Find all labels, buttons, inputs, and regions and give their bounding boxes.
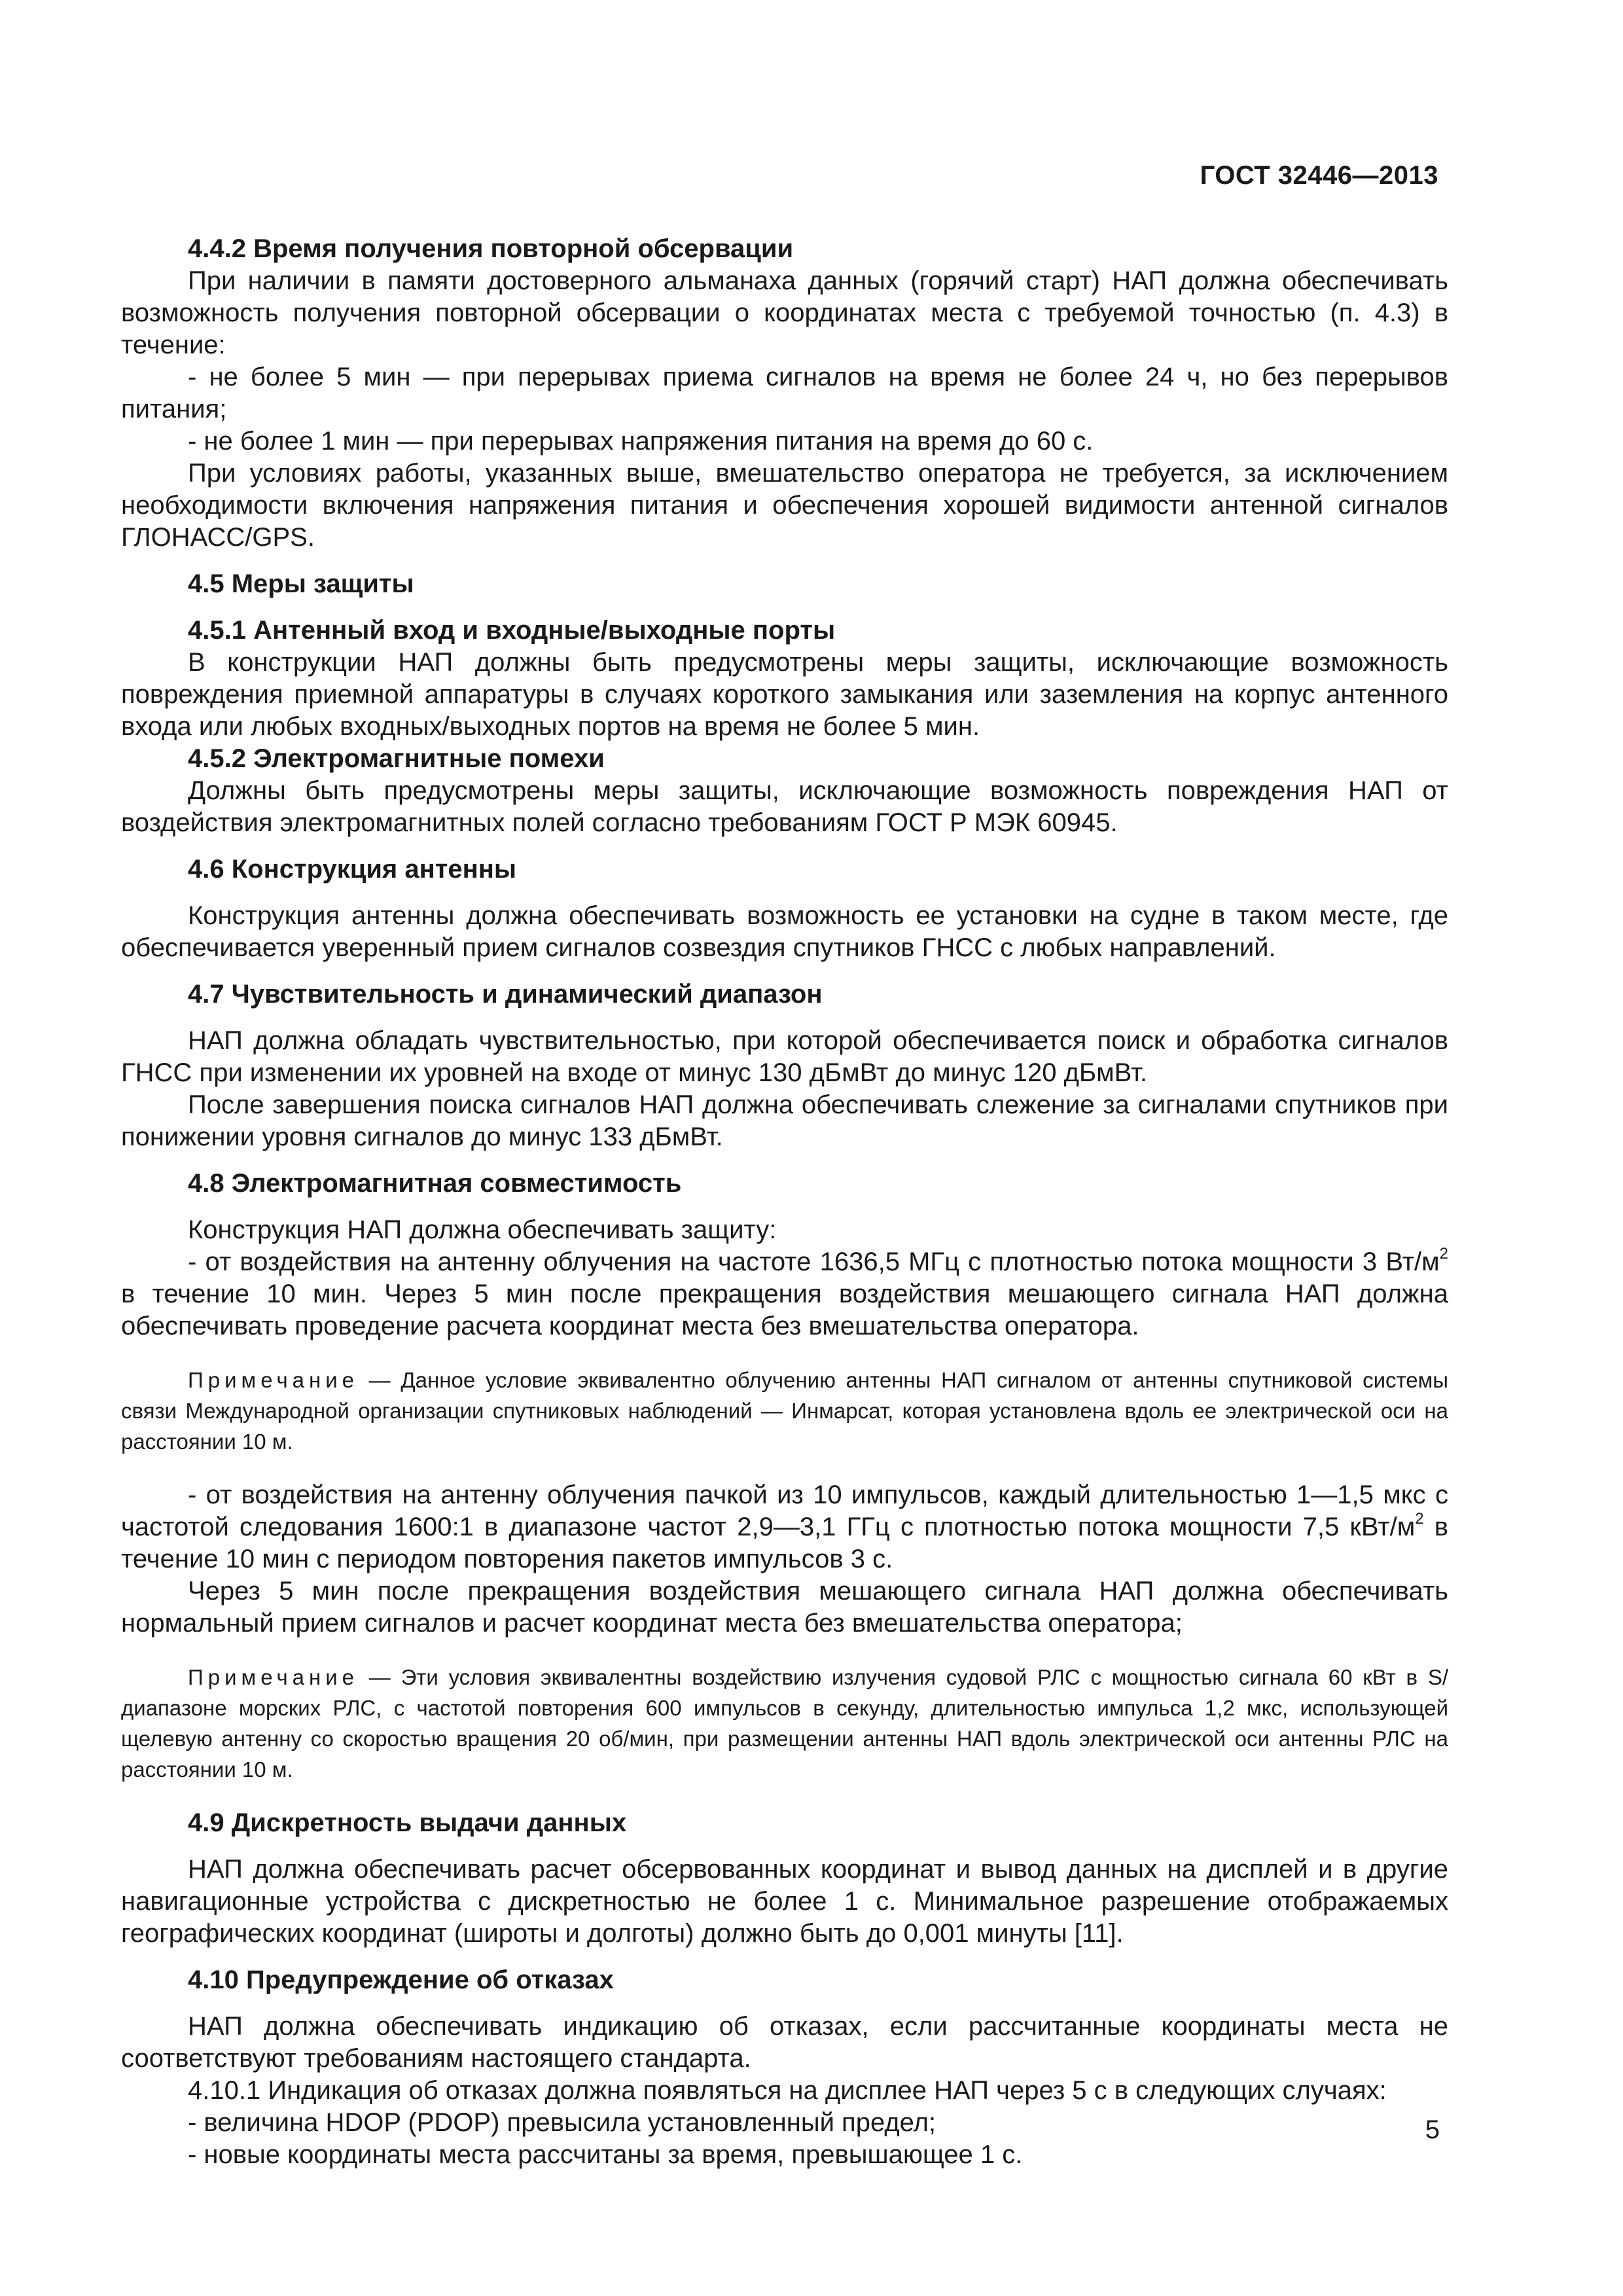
heading-4-6: 4.6 Конструкция антенны: [188, 855, 517, 884]
paragraph: НАП должна обеспечивать индикацию об отказах, если рассчитанные координаты места не соответствуют требованиям настоящего стандарта.: [121, 2012, 1448, 2073]
paragraph: НАП должна обеспечивать расчет обсервованных координат и вывод данных на дисплей и в другие навигационные устройства с дискретностью не более 1 с. Минимальное разрешение отображаемых географических координат (широты и долготы) должно быть до 0,001 минуты [11].: [121, 1855, 1448, 1948]
note: [121, 1662, 1448, 1785]
heading-4-7: 4.7 Чувствительность и динамический диапазон: [188, 980, 823, 1009]
heading-4-5-1: 4.5.1 Антенный вход и входные/выходные порты: [188, 616, 836, 645]
note-label: Примечание: [188, 1665, 359, 1689]
heading-4-10: 4.10 Предупреждение об отказах: [188, 1965, 614, 1994]
paragraph: При наличии в памяти достоверного альманаха данных (горячий старт) НАП должна обеспечивать возможность получения повторной обсервации о координатах места с требуемой точностью (п. 4.3) в течение:: [121, 266, 1448, 359]
paragraph: В конструкции НАП должны быть предусмотрены меры защиты, исключающие возможность повреждения приемной аппаратуры в случаях короткого замыкания или заземления на корпус антенного входа или любых входных/выходных портов на время не более 5 мин.: [121, 648, 1448, 741]
heading-4-4-2: 4.4.2 Время получения повторной обсервации: [188, 234, 794, 263]
list-item: - не более 1 мин — при перерывах напряжения питания на время до 60 с.: [188, 427, 1094, 456]
standard-header: ГОСТ 32446—2013: [1200, 161, 1438, 190]
paragraph: При условиях работы, указанных выше, вмешательство оператора не требуется, за исключением необходимости включения напряжения питания и обеспечения хорошей видимости антенной сигналов ГЛОНАСС/GPS.: [121, 459, 1448, 552]
paragraph: НАП должна обладать чувствительностью, при которой обеспечивается поиск и обработка сигналов ГНСС при изменении их уровней на входе от минус 130 дБмВт до минус 120 дБмВт.: [121, 1026, 1448, 1087]
paragraph: Конструкция НАП должна обеспечивать защиту:: [188, 1215, 777, 1244]
list-item-text: в течение 10 мин с периодом повторения пакетов импульсов 3 с.: [121, 1513, 1448, 1573]
list-item: [121, 1246, 1448, 1342]
page-content: [121, 233, 1448, 2171]
list-item-text: в течение 10 мин. Через 5 мин после прекращения воздействия мешающего сигнала НАП должна обеспечивать проведение расчета координат места без вмешательства оператора.: [121, 1280, 1448, 1340]
page-number: 5: [1425, 2115, 1440, 2144]
list-item: - величина HDOP (PDOP) превысила установленный предел;: [188, 2108, 936, 2137]
list-item-text: - от воздействия на антенну облучения пачкой из 10 импульсов, каждый длительностью 1—1,5 мкс с частотой следования 1600:1 в диапазоне частот 2,9—3,1 ГГц с плотностью потока мощности 7,5 кВт/м: [121, 1480, 1448, 1541]
heading-4-8: 4.8 Электромагнитная совместимость: [188, 1169, 682, 1198]
paragraph: Через 5 мин после прекращения воздействия мешающего сигнала НАП должна обеспечивать нормальный прием сигналов и расчет координат места без вмешательства оператора;: [121, 1577, 1448, 1638]
paragraph: После завершения поиска сигналов НАП должна обеспечивать слежение за сигналами спутников при понижении уровня сигналов до минус 133 дБмВт.: [121, 1090, 1448, 1151]
list-item: [121, 1479, 1448, 1575]
superscript: 2: [1415, 1509, 1424, 1528]
list-item: - не более 5 мин — при перерывах приема сигналов на время не более 24 ч, но без перерывов питания;: [121, 363, 1448, 423]
note-text: — Эти условия эквивалентны воздействию излучения судовой РЛС с мощностью сигнала 60 кВт в S/диапазоне морских РЛС, с частотой повторения 600 импульсов в секунду, длительностью импульса 1,2 мкс, использующей щелевую антенну со скоростью вращения 20 об/мин, при размещении антенны НАП вдоль электрической оси антенны РЛС на расстоянии 10 м.: [121, 1665, 1448, 1782]
paragraph: 4.10.1 Индикация об отказах должна появляться на дисплее НАП через 5 с в следующих случаях:: [188, 2076, 1387, 2105]
heading-4-5-2: 4.5.2 Электромагнитные помехи: [188, 744, 605, 773]
list-item: - новые координаты места рассчитаны за время, превышающее 1 с.: [188, 2140, 1023, 2169]
note-label: Примечание: [188, 1368, 359, 1392]
heading-4-9: 4.9 Дискретность выдачи данных: [188, 1808, 627, 1837]
list-item-text: - от воздействия на антенну облучения на частоте 1636,5 МГц с плотностью потока мощности 3 Вт/м: [188, 1247, 1440, 1276]
heading-4-5: 4.5 Меры защиты: [188, 569, 414, 598]
superscript: 2: [1439, 1244, 1448, 1263]
paragraph: Должны быть предусмотрены меры защиты, исключающие возможность повреждения НАП от воздействия электромагнитных полей согласно требованиям ГОСТ Р МЭК 60945.: [121, 776, 1448, 837]
note-text: — Данное условие эквивалентно облучению антенны НАП сигналом от антенны спутниковой системы связи Международной организации спутниковых наблюдений — Инмарсат, которая установлена вдоль ее электрической оси на расстоянии 10 м.: [121, 1368, 1448, 1454]
paragraph: Конструкция антенны должна обеспечивать возможность ее установки на судне в таком месте, где обеспечивается уверенный прием сигналов созвездия спутников ГНСС с любых направлений.: [121, 901, 1448, 962]
note: [121, 1365, 1448, 1457]
